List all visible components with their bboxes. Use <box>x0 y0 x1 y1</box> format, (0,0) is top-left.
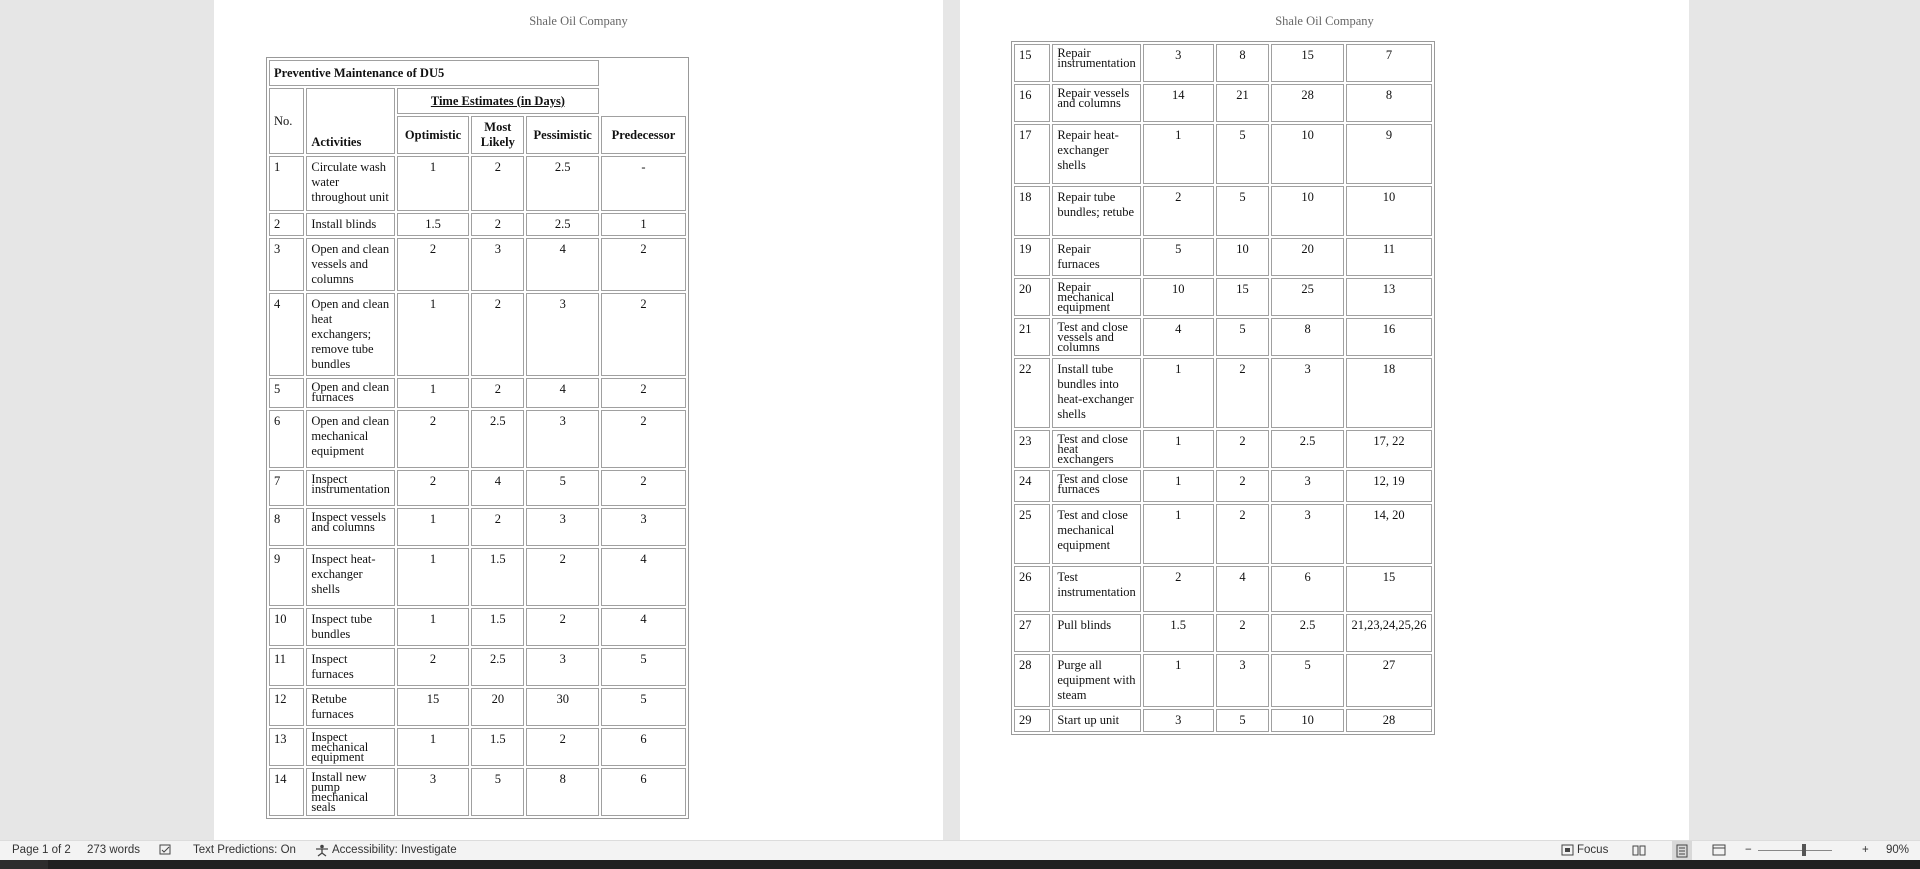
activity-cell[interactable]: Repair mechanical equipment <box>1052 278 1140 316</box>
accessibility-status[interactable]: Accessibility: Investigate <box>332 844 457 856</box>
row-number[interactable]: 7 <box>269 470 304 506</box>
activity-cell[interactable]: Test and close vessels and columns <box>1052 318 1140 356</box>
predecessor-cell[interactable]: 4 <box>601 548 686 606</box>
pessimistic-cell[interactable]: 3 <box>526 410 599 468</box>
most-likely-cell[interactable]: 2.5 <box>471 410 524 468</box>
activity-cell[interactable]: Install tube bundles into heat-exchanger shells <box>1052 358 1140 428</box>
table-row <box>269 688 686 726</box>
focus-icon[interactable] <box>1561 844 1575 856</box>
taskbar-start[interactable] <box>0 860 48 869</box>
row-number[interactable]: 19 <box>1014 238 1050 276</box>
pessimistic-cell[interactable]: 2.5 <box>1271 430 1344 468</box>
table-row <box>269 410 686 468</box>
table-row <box>269 768 686 816</box>
activity-cell[interactable]: Start up unit <box>1052 709 1140 732</box>
most-likely-cell[interactable]: 8 <box>1216 44 1270 82</box>
table-row <box>1014 318 1432 356</box>
most-likely-cell[interactable]: 2 <box>471 156 524 211</box>
row-number[interactable]: 5 <box>269 378 304 408</box>
zoom-in-icon[interactable]: + <box>1862 844 1869 856</box>
pessimistic-cell[interactable]: 4 <box>526 378 599 408</box>
predecessor-cell[interactable]: 6 <box>601 768 686 816</box>
row-number[interactable]: 8 <box>269 508 304 546</box>
row-number[interactable]: 22 <box>1014 358 1050 428</box>
pessimistic-cell[interactable]: 2.5 <box>526 213 599 236</box>
table-row <box>1014 430 1432 468</box>
activity-cell[interactable]: Circulate wash water throughout unit <box>306 156 394 211</box>
most-likely-cell[interactable]: 2 <box>471 213 524 236</box>
table-row <box>1014 238 1432 276</box>
pessimistic-cell[interactable]: 3 <box>1271 358 1344 428</box>
print-layout-icon[interactable] <box>1672 841 1692 860</box>
row-number[interactable]: 15 <box>1014 44 1050 82</box>
row-number[interactable]: 20 <box>1014 278 1050 316</box>
pessimistic-cell[interactable]: 25 <box>1271 278 1344 316</box>
header-time-estimates: Time Estimates (in Days) <box>397 88 599 114</box>
row-number[interactable]: 6 <box>269 410 304 468</box>
pessimistic-cell[interactable]: 3 <box>1271 504 1344 564</box>
pessimistic-cell[interactable]: 2 <box>526 548 599 606</box>
table-row <box>269 470 686 506</box>
header-pessimistic: Pessimistic <box>526 116 599 154</box>
pessimistic-cell[interactable]: 3 <box>526 648 599 686</box>
table-row <box>1014 614 1432 652</box>
header-no: No. <box>269 88 304 154</box>
activity-cell[interactable]: Test and close furnaces <box>1052 470 1140 502</box>
predecessor-cell[interactable]: 9 <box>1346 124 1432 184</box>
table-row <box>1014 358 1432 428</box>
table-row <box>1014 709 1432 732</box>
activity-cell[interactable]: Open and clean mechanical equipment <box>306 410 394 468</box>
table-row <box>1014 566 1432 612</box>
pessimistic-cell[interactable]: 3 <box>1271 470 1344 502</box>
activity-cell[interactable]: Install new pump mechanical seals <box>306 768 394 816</box>
status-bar <box>0 840 1920 860</box>
pessimistic-cell[interactable]: 2 <box>526 608 599 646</box>
predecessor-cell[interactable]: 10 <box>1346 186 1432 236</box>
zoom-slider-thumb[interactable] <box>1802 844 1806 856</box>
pessimistic-cell[interactable]: 20 <box>1271 238 1344 276</box>
pessimistic-cell[interactable]: 3 <box>526 508 599 546</box>
most-likely-cell[interactable]: 2 <box>1216 430 1270 468</box>
activity-cell[interactable]: Repair vessels and columns <box>1052 84 1140 122</box>
table-row <box>1014 84 1432 122</box>
predecessor-cell[interactable]: 5 <box>601 688 686 726</box>
table-title: Preventive Maintenance of DU5 <box>269 60 599 86</box>
row-number[interactable]: 25 <box>1014 504 1050 564</box>
predecessor-cell[interactable]: 12, 19 <box>1346 470 1432 502</box>
optimistic-cell[interactable]: 3 <box>1143 709 1214 732</box>
optimistic-cell[interactable]: 14 <box>1143 84 1214 122</box>
row-number[interactable]: 29 <box>1014 709 1050 732</box>
optimistic-cell[interactable]: 2 <box>397 470 469 506</box>
activity-cell[interactable]: Open and clean furnaces <box>306 378 394 408</box>
read-mode-icon[interactable] <box>1632 844 1646 856</box>
table-row <box>269 378 686 408</box>
row-number[interactable]: 14 <box>269 768 304 816</box>
pessimistic-cell[interactable]: 10 <box>1271 709 1344 732</box>
row-number[interactable]: 4 <box>269 293 304 376</box>
activity-cell[interactable]: Test and close heat exchangers <box>1052 430 1140 468</box>
page-header: Shale Oil Company <box>1275 14 1374 28</box>
row-number[interactable]: 27 <box>1014 614 1050 652</box>
most-likely-cell[interactable]: 2 <box>471 508 524 546</box>
predecessor-cell[interactable]: 2 <box>601 238 686 291</box>
table-row <box>269 213 686 236</box>
most-likely-cell[interactable]: 5 <box>1216 124 1270 184</box>
table-row <box>1014 470 1432 502</box>
optimistic-cell[interactable]: 1 <box>397 548 469 606</box>
optimistic-cell[interactable]: 2 <box>1143 566 1214 612</box>
optimistic-cell[interactable]: 3 <box>1143 44 1214 82</box>
table-row <box>1014 186 1432 236</box>
row-number[interactable]: 10 <box>269 608 304 646</box>
predecessor-cell[interactable]: 2 <box>601 410 686 468</box>
most-likely-cell[interactable]: 20 <box>471 688 524 726</box>
predecessor-cell[interactable]: 28 <box>1346 709 1432 732</box>
row-number[interactable]: 24 <box>1014 470 1050 502</box>
table-row <box>1014 504 1432 564</box>
most-likely-cell[interactable]: 3 <box>471 238 524 291</box>
most-likely-cell[interactable]: 2 <box>1216 358 1270 428</box>
row-number[interactable]: 28 <box>1014 654 1050 707</box>
row-number[interactable]: 18 <box>1014 186 1050 236</box>
header-activities: Activities <box>306 88 394 154</box>
text-predictions-status[interactable]: Text Predictions: On <box>193 844 296 856</box>
pessimistic-cell[interactable]: 5 <box>1271 654 1344 707</box>
activity-cell[interactable]: Open and clean heat exchangers; remove tube bundles <box>306 293 394 376</box>
activity-cell[interactable]: Repair furnaces <box>1052 238 1140 276</box>
optimistic-cell[interactable]: 1 <box>397 728 469 766</box>
activity-cell[interactable]: Inspect mechanical equipment <box>306 728 394 766</box>
pessimistic-cell[interactable]: 2.5 <box>1271 614 1344 652</box>
activity-cell[interactable]: Inspect instrumentation <box>306 470 394 506</box>
pessimistic-cell[interactable]: 8 <box>526 768 599 816</box>
predecessor-cell[interactable]: 27 <box>1346 654 1432 707</box>
predecessor-cell[interactable]: 2 <box>601 293 686 376</box>
optimistic-cell[interactable]: 4 <box>1143 318 1214 356</box>
most-likely-cell[interactable]: 2 <box>1216 614 1270 652</box>
page-header: Shale Oil Company <box>529 14 628 28</box>
most-likely-cell[interactable]: 21 <box>1216 84 1270 122</box>
optimistic-cell[interactable]: 2 <box>397 410 469 468</box>
table-row <box>269 156 686 211</box>
maintenance-table-part-1[interactable] <box>266 57 689 819</box>
table-row <box>269 293 686 376</box>
most-likely-cell[interactable]: 4 <box>1216 566 1270 612</box>
predecessor-cell[interactable]: 1 <box>601 213 686 236</box>
optimistic-cell[interactable]: 10 <box>1143 278 1214 316</box>
web-layout-icon[interactable] <box>1712 844 1726 856</box>
table-body-part-1 <box>269 156 686 816</box>
row-number[interactable]: 1 <box>269 156 304 211</box>
pessimistic-cell[interactable]: 5 <box>526 470 599 506</box>
pessimistic-cell[interactable]: 2.5 <box>526 156 599 211</box>
activity-cell[interactable]: Install blinds <box>306 213 394 236</box>
zoom-slider[interactable] <box>1758 850 1832 851</box>
optimistic-cell[interactable]: 1 <box>397 608 469 646</box>
most-likely-cell[interactable]: 2.5 <box>471 648 524 686</box>
activity-cell[interactable]: Inspect tube bundles <box>306 608 394 646</box>
empty-cell <box>601 60 686 114</box>
proofing-icon[interactable] <box>159 844 173 856</box>
most-likely-cell[interactable]: 2 <box>1216 504 1270 564</box>
activity-cell[interactable]: Test instrumentation <box>1052 566 1140 612</box>
row-number[interactable]: 2 <box>269 213 304 236</box>
most-likely-cell[interactable]: 10 <box>1216 238 1270 276</box>
table-row <box>269 508 686 546</box>
optimistic-cell[interactable]: 1 <box>1143 430 1214 468</box>
optimistic-cell[interactable]: 5 <box>1143 238 1214 276</box>
most-likely-cell[interactable]: 15 <box>1216 278 1270 316</box>
zoom-out-icon[interactable]: − <box>1745 844 1752 856</box>
activity-cell[interactable]: Repair instrumentation <box>1052 44 1140 82</box>
most-likely-cell[interactable]: 2 <box>471 378 524 408</box>
activity-cell[interactable]: Retube furnaces <box>306 688 394 726</box>
optimistic-cell[interactable]: 2 <box>1143 186 1214 236</box>
predecessor-cell[interactable]: 16 <box>1346 318 1432 356</box>
header-most-likely: Most Likely <box>471 116 524 154</box>
document-page-2[interactable] <box>960 0 1689 840</box>
table-row <box>269 648 686 686</box>
table-row <box>269 728 686 766</box>
most-likely-cell[interactable]: 1.5 <box>471 608 524 646</box>
optimistic-cell[interactable]: 15 <box>397 688 469 726</box>
predecessor-cell[interactable]: 18 <box>1346 358 1432 428</box>
predecessor-cell[interactable]: 7 <box>1346 44 1432 82</box>
row-number[interactable]: 9 <box>269 548 304 606</box>
header-predecessor: Predecessor <box>601 116 686 154</box>
optimistic-cell[interactable]: 2 <box>397 648 469 686</box>
most-likely-cell[interactable]: 2 <box>471 293 524 376</box>
activity-cell[interactable]: Inspect heat-exchanger shells <box>306 548 394 606</box>
pessimistic-cell[interactable]: 4 <box>526 238 599 291</box>
optimistic-cell[interactable]: 1 <box>397 508 469 546</box>
most-likely-cell[interactable]: 1.5 <box>471 548 524 606</box>
table-row <box>269 238 686 291</box>
focus-button[interactable]: Focus <box>1577 844 1609 856</box>
pessimistic-cell[interactable]: 30 <box>526 688 599 726</box>
predecessor-cell[interactable]: 17, 22 <box>1346 430 1432 468</box>
taskbar <box>0 860 1920 869</box>
predecessor-cell[interactable]: 21,23,24,25,26 <box>1346 614 1432 652</box>
optimistic-cell[interactable]: 1.5 <box>1143 614 1214 652</box>
pessimistic-cell[interactable]: 2 <box>526 728 599 766</box>
row-number[interactable]: 11 <box>269 648 304 686</box>
activity-cell[interactable]: Open and clean vessels and columns <box>306 238 394 291</box>
optimistic-cell[interactable]: 1 <box>397 378 469 408</box>
table-row <box>269 608 686 646</box>
most-likely-cell[interactable]: 5 <box>1216 709 1270 732</box>
pessimistic-cell[interactable]: 10 <box>1271 124 1344 184</box>
activity-cell[interactable]: Test and close mechanical equipment <box>1052 504 1140 564</box>
table-row <box>1014 278 1432 316</box>
row-number[interactable]: 3 <box>269 238 304 291</box>
most-likely-cell[interactable]: 5 <box>471 768 524 816</box>
most-likely-cell[interactable]: 2 <box>1216 470 1270 502</box>
predecessor-cell[interactable]: 6 <box>601 728 686 766</box>
pessimistic-cell[interactable]: 8 <box>1271 318 1344 356</box>
activity-cell[interactable]: Pull blinds <box>1052 614 1140 652</box>
predecessor-cell[interactable]: 15 <box>1346 566 1432 612</box>
predecessor-cell[interactable]: 13 <box>1346 278 1432 316</box>
optimistic-cell[interactable]: 3 <box>397 768 469 816</box>
predecessor-cell[interactable]: 2 <box>601 378 686 408</box>
pessimistic-cell[interactable]: 3 <box>526 293 599 376</box>
row-number[interactable]: 26 <box>1014 566 1050 612</box>
row-number[interactable]: 13 <box>269 728 304 766</box>
document-page-1[interactable] <box>214 0 943 840</box>
table-body-part-2 <box>1014 44 1432 732</box>
header-optimistic: Optimistic <box>397 116 469 154</box>
accessibility-icon[interactable] <box>315 844 329 857</box>
most-likely-cell[interactable]: 1.5 <box>471 728 524 766</box>
optimistic-cell[interactable]: 1 <box>1143 470 1214 502</box>
optimistic-cell[interactable]: 1 <box>397 293 469 376</box>
pessimistic-cell[interactable]: 6 <box>1271 566 1344 612</box>
predecessor-cell[interactable]: 2 <box>601 470 686 506</box>
optimistic-cell[interactable]: 1 <box>1143 504 1214 564</box>
predecessor-cell[interactable]: 5 <box>601 648 686 686</box>
page-count[interactable]: Page 1 of 2 <box>12 844 71 856</box>
predecessor-cell[interactable]: 3 <box>601 508 686 546</box>
predecessor-cell[interactable]: 8 <box>1346 84 1432 122</box>
table-row <box>269 548 686 606</box>
pessimistic-cell[interactable]: 28 <box>1271 84 1344 122</box>
row-number[interactable]: 21 <box>1014 318 1050 356</box>
table-row <box>1014 44 1432 82</box>
row-number[interactable]: 12 <box>269 688 304 726</box>
maintenance-table-part-2[interactable] <box>1011 41 1435 735</box>
row-number[interactable]: 23 <box>1014 430 1050 468</box>
predecessor-cell[interactable]: 11 <box>1346 238 1432 276</box>
activity-cell[interactable]: Inspect vessels and columns <box>306 508 394 546</box>
activity-cell[interactable]: Repair heat-exchanger shells <box>1052 124 1140 184</box>
pessimistic-cell[interactable]: 15 <box>1271 44 1344 82</box>
most-likely-cell[interactable]: 3 <box>1216 654 1270 707</box>
predecessor-cell[interactable]: 14, 20 <box>1346 504 1432 564</box>
optimistic-cell[interactable]: 1 <box>397 156 469 211</box>
most-likely-cell[interactable]: 5 <box>1216 186 1270 236</box>
predecessor-cell[interactable]: - <box>601 156 686 211</box>
activity-cell[interactable]: Repair tube bundles; retube <box>1052 186 1140 236</box>
optimistic-cell[interactable]: 2 <box>397 238 469 291</box>
table-row <box>1014 654 1432 707</box>
table-row <box>1014 124 1432 184</box>
row-number[interactable]: 16 <box>1014 84 1050 122</box>
optimistic-cell[interactable]: 1 <box>1143 654 1214 707</box>
predecessor-cell[interactable]: 4 <box>601 608 686 646</box>
most-likely-cell[interactable]: 4 <box>471 470 524 506</box>
activity-cell[interactable]: Inspect furnaces <box>306 648 394 686</box>
row-number[interactable]: 17 <box>1014 124 1050 184</box>
optimistic-cell[interactable]: 1 <box>1143 358 1214 428</box>
optimistic-cell[interactable]: 1.5 <box>397 213 469 236</box>
zoom-level[interactable]: 90% <box>1886 844 1910 856</box>
optimistic-cell[interactable]: 1 <box>1143 124 1214 184</box>
word-count[interactable]: 273 words <box>87 844 141 856</box>
pessimistic-cell[interactable]: 10 <box>1271 186 1344 236</box>
most-likely-cell[interactable]: 5 <box>1216 318 1270 356</box>
activity-cell[interactable]: Purge all equipment with steam <box>1052 654 1140 707</box>
